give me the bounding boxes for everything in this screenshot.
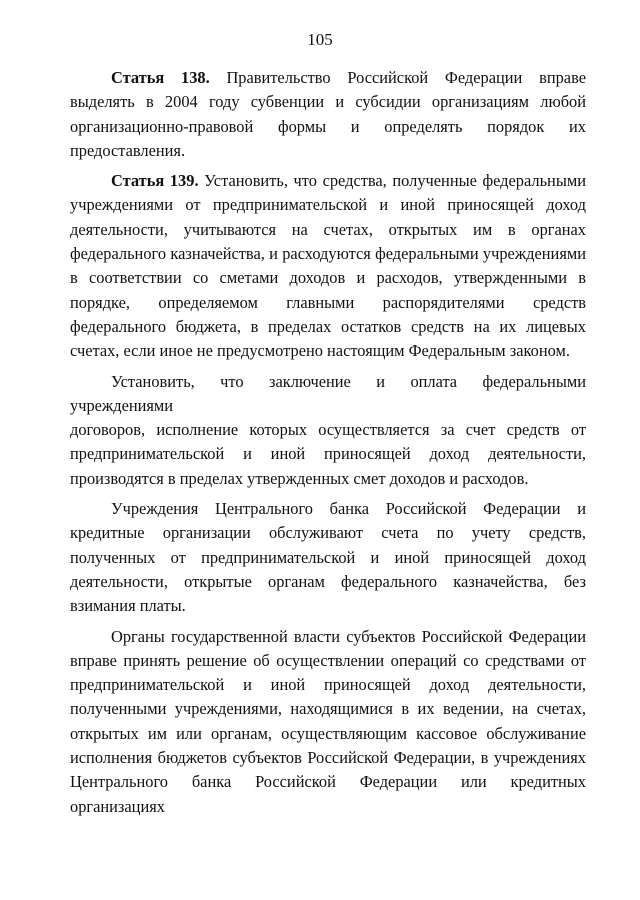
- text-line: [70, 90, 586, 114]
- line-text: предпринимательской и иной приносящей доход деятельности,: [70, 675, 586, 695]
- text-line: [70, 139, 586, 163]
- text-line: [70, 193, 586, 217]
- document-body: [70, 66, 586, 825]
- text-line: [70, 722, 586, 746]
- text-line: [70, 418, 586, 442]
- text-line: [70, 570, 586, 594]
- line-text: Учреждения Центрального банка Российской Федерации и: [111, 499, 586, 519]
- line-text: федерального бюджета, в пределах остатков средств на их лицевых: [70, 316, 586, 336]
- line-text: в соответствии со сметами доходов и расходов, утвержденными в: [70, 268, 586, 288]
- line-text: Органы государственной власти субъектов Российской Федерации: [111, 626, 586, 646]
- text-line: [70, 467, 586, 491]
- line-text: Правительство Российской Федерации вправе: [209, 68, 586, 87]
- text-line: [70, 242, 586, 266]
- line-text: предпринимательской и иной приносящей доход деятельности,: [70, 444, 586, 464]
- line-text: полученных от предпринимательской и иной приносящей доход: [70, 547, 586, 567]
- text-line: [70, 497, 586, 521]
- body-paragraph: [70, 497, 586, 618]
- line-text: полученными учреждениями, находящимися в их ведении, на счетах,: [70, 699, 586, 719]
- text-line: [70, 673, 586, 697]
- article-label: Статья 138.: [111, 68, 210, 87]
- line-text: деятельности, учитываются на счетах, открытых им в органах: [70, 219, 586, 239]
- line-text: производятся в пределах утвержденных смет доходов и расходов.: [70, 468, 529, 488]
- text-line: [70, 291, 586, 315]
- line-text: открытых им или органам, осуществляющим кассовое обслуживание: [70, 723, 586, 743]
- article-paragraph: [70, 169, 586, 363]
- text-line: [70, 115, 586, 139]
- line-text: исполнения бюджетов субъектов Российской Федерации, в учреждениях: [70, 748, 586, 768]
- text-line: [70, 339, 586, 363]
- article-paragraph: [70, 66, 586, 163]
- text-line: [70, 770, 586, 819]
- line-text: порядке, определяемом главными распорядителями средств: [70, 292, 586, 312]
- text-line: [70, 370, 586, 419]
- line-text: учреждениями от предпринимательской и иной приносящей доход: [70, 195, 586, 215]
- text-line: [70, 697, 586, 721]
- line-text: кредитные организации обслуживают счета по учету средств,: [70, 523, 586, 543]
- text-line: [70, 315, 586, 339]
- line-text: взимания платы.: [70, 596, 186, 616]
- text-line: [70, 218, 586, 242]
- line-text: федерального казначейства, и расходуются федеральными учреждениями: [70, 244, 586, 264]
- line-text: вправе принять решение об осуществлении операций со средствами от: [70, 650, 586, 670]
- line-text: предоставления.: [70, 140, 186, 160]
- text-line: [70, 746, 586, 770]
- body-paragraph: [70, 625, 586, 819]
- text-line: [70, 649, 586, 673]
- line-text: Установить, что средства, полученные федеральными: [198, 171, 586, 191]
- line-text: Установить, что заключение и оплата федеральными учреждениями: [70, 371, 586, 415]
- line-text: организационно-правовой формы и определять порядок их: [70, 116, 586, 136]
- text-line: [70, 625, 586, 649]
- text-line: [70, 546, 586, 570]
- text-line: [70, 66, 586, 90]
- body-paragraph: [70, 370, 586, 491]
- text-line: [70, 266, 586, 290]
- article-label: Статья 139.: [111, 171, 199, 191]
- line-text: выделять в 2004 году субвенции и субсидии организациям любой: [70, 92, 586, 112]
- text-line: [70, 594, 586, 618]
- line-text: договоров, исполнение которых осуществляется за счет средств от: [70, 420, 586, 440]
- text-line: [70, 442, 586, 466]
- page-number: 105: [307, 30, 333, 49]
- line-text: счетах, если иное не предусмотрено настоящим Федеральным законом.: [70, 341, 570, 361]
- text-line: [70, 521, 586, 545]
- line-text: деятельности, открытые органам федерального казначейства, без: [70, 571, 586, 591]
- text-line: [70, 169, 586, 193]
- line-text: Центрального банка Российской Федерации или кредитных организациях: [70, 772, 586, 816]
